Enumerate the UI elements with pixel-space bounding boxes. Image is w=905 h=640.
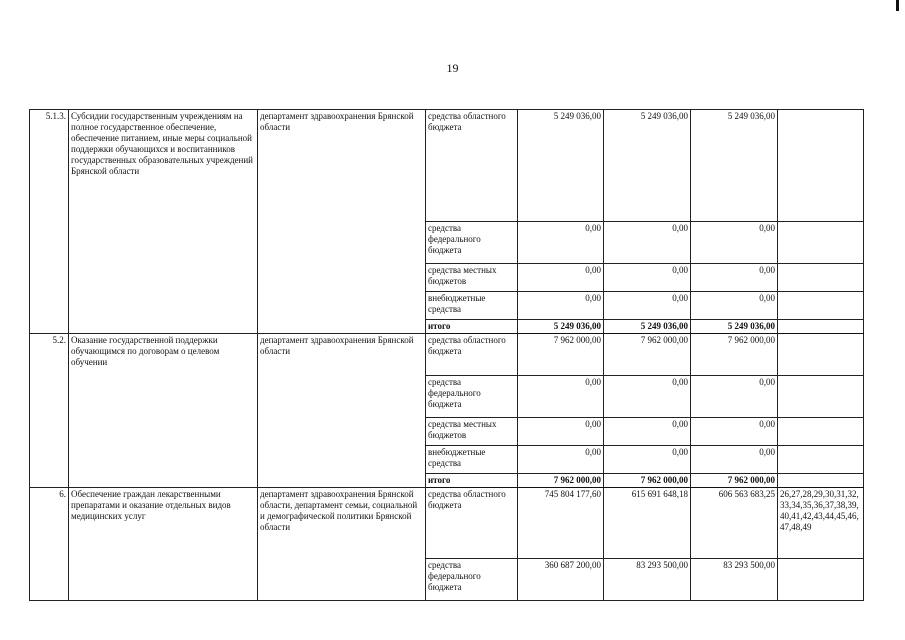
source-label: внебюджетные средства xyxy=(426,446,518,474)
source-label: средства федерального бюджета xyxy=(426,559,518,601)
source-label: итого xyxy=(426,320,518,334)
indicator-refs xyxy=(778,376,864,418)
value-col1: 0,00 xyxy=(518,446,604,474)
value-col2: 615 691 648,18 xyxy=(604,488,691,559)
table-row xyxy=(30,334,864,376)
value-col3: 0,00 xyxy=(691,446,778,474)
source-label: средства областного бюджета xyxy=(426,110,518,222)
value-col3: 0,00 xyxy=(691,222,778,264)
indicator-refs xyxy=(778,292,864,320)
value-col3: 0,00 xyxy=(691,376,778,418)
value-col1: 0,00 xyxy=(518,376,604,418)
source-label: средства местных бюджетов xyxy=(426,418,518,446)
value-col2: 5 249 036,00 xyxy=(604,320,691,334)
indicator-refs xyxy=(778,474,864,488)
indicator-refs xyxy=(778,559,864,601)
indicator-refs xyxy=(778,334,864,376)
source-label: средства федерального бюджета xyxy=(426,222,518,264)
indicator-refs xyxy=(778,222,864,264)
indicator-refs xyxy=(778,320,864,334)
value-col2: 0,00 xyxy=(604,418,691,446)
table-row xyxy=(30,110,864,222)
row-code: 6. xyxy=(30,488,69,601)
value-col2: 0,00 xyxy=(604,376,691,418)
measure-name: Субсидии государственным учреждениям на полное государственное обеспечение, обеспечение питанием, иные меры социальной поддержки обучающихся и воспитанников государственных образовательных учреждений Брянской области xyxy=(69,110,258,334)
indicator-refs xyxy=(778,264,864,292)
value-col2: 0,00 xyxy=(604,446,691,474)
value-col2: 7 962 000,00 xyxy=(604,474,691,488)
page-number: 19 xyxy=(446,61,459,75)
row-code: 5.1.3. xyxy=(30,110,69,334)
value-col1: 5 249 036,00 xyxy=(518,320,604,334)
measure-name: Оказание государственной поддержки обучающимся по договорам о целевом обучении xyxy=(69,334,258,488)
value-col2: 7 962 000,00 xyxy=(604,334,691,376)
value-col3: 606 563 683,25 xyxy=(691,488,778,559)
source-label: внебюджетные средства xyxy=(426,292,518,320)
budget-table xyxy=(29,109,864,601)
value-col1: 0,00 xyxy=(518,418,604,446)
row-code: 5.2. xyxy=(30,334,69,488)
indicator-refs xyxy=(778,446,864,474)
measure-name: Обеспечение граждан лекарственными препаратами и оказание отдельных видов медицинских услуг xyxy=(69,488,258,601)
value-col1: 0,00 xyxy=(518,292,604,320)
scan-edge-mark xyxy=(896,0,899,11)
source-label: итого xyxy=(426,474,518,488)
value-col1: 7 962 000,00 xyxy=(518,334,604,376)
source-label: средства областного бюджета xyxy=(426,334,518,376)
source-label: средства федерального бюджета xyxy=(426,376,518,418)
value-col3: 0,00 xyxy=(691,292,778,320)
value-col2: 0,00 xyxy=(604,292,691,320)
value-col3: 83 293 500,00 xyxy=(691,559,778,601)
executor: департамент здравоохранения Брянской области xyxy=(258,110,426,334)
value-col3: 7 962 000,00 xyxy=(691,474,778,488)
value-col3: 5 249 036,00 xyxy=(691,110,778,222)
source-label: средства местных бюджетов xyxy=(426,264,518,292)
value-col1: 5 249 036,00 xyxy=(518,110,604,222)
indicator-refs xyxy=(778,110,864,222)
value-col3: 0,00 xyxy=(691,418,778,446)
indicator-refs xyxy=(778,418,864,446)
value-col1: 0,00 xyxy=(518,222,604,264)
executor: департамент здравоохранения Брянской области, департамент семьи, социальной и демографической политики Брянской области xyxy=(258,488,426,601)
value-col1: 745 804 177,60 xyxy=(518,488,604,559)
value-col2: 0,00 xyxy=(604,222,691,264)
value-col1: 0,00 xyxy=(518,264,604,292)
value-col3: 0,00 xyxy=(691,264,778,292)
table-row xyxy=(30,488,864,559)
value-col3: 7 962 000,00 xyxy=(691,334,778,376)
source-label: средства областного бюджета xyxy=(426,488,518,559)
executor: департамент здравоохранения Брянской области xyxy=(258,334,426,488)
value-col2: 0,00 xyxy=(604,264,691,292)
indicator-refs: 26,27,28,29,30,31,32,33,34,35,36,37,38,39,40,41,42,43,44,45,46,47,48,49 xyxy=(778,488,864,559)
value-col1: 7 962 000,00 xyxy=(518,474,604,488)
value-col2: 83 293 500,00 xyxy=(604,559,691,601)
value-col2: 5 249 036,00 xyxy=(604,110,691,222)
value-col1: 360 687 200,00 xyxy=(518,559,604,601)
value-col3: 5 249 036,00 xyxy=(691,320,778,334)
